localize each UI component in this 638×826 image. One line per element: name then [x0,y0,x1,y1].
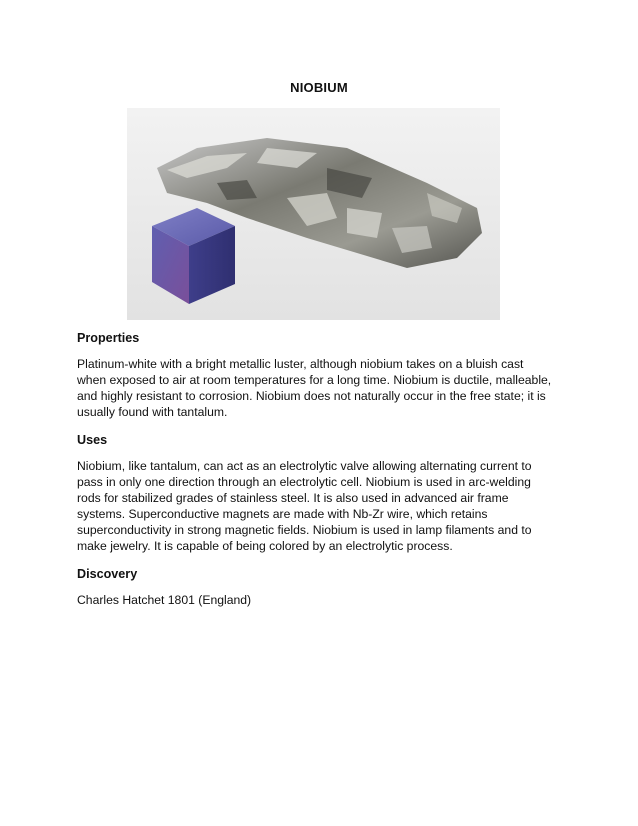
page-title: NIOBIUM [290,80,348,95]
discovery-heading: Discovery [77,567,138,581]
uses-heading: Uses [77,433,108,447]
niobium-photo [127,108,500,320]
document-body [77,330,555,620]
properties-heading: Properties [77,331,140,345]
properties-text: Platinum-white with a bright metallic luster, although niobium takes on a bluish cast when exposed to air at room temperatures for a long time. Niobium is ductile, malleable, and highly resistant to corrosion. Niobium does not naturally occur in the free state; it is usually found with tantalum. [77,357,552,419]
uses-text: Niobium, like tantalum, can act as an electrolytic valve allowing alternating current to pass in only one direction through an electrolytic cell. Niobium is used in arc-welding rods for stabilized grades of stainless steel. It is also used in advanced air frame systems. Superconductive magnets are made with Nb-Zr wire, which retains superconductivity in strong magnetic fields. Niobium is used in lamp filaments and to make jewelry. It is capable of being colored by an electrolytic process. [77,459,532,553]
discovery-text: Charles Hatchet 1801 (England) [77,593,252,607]
